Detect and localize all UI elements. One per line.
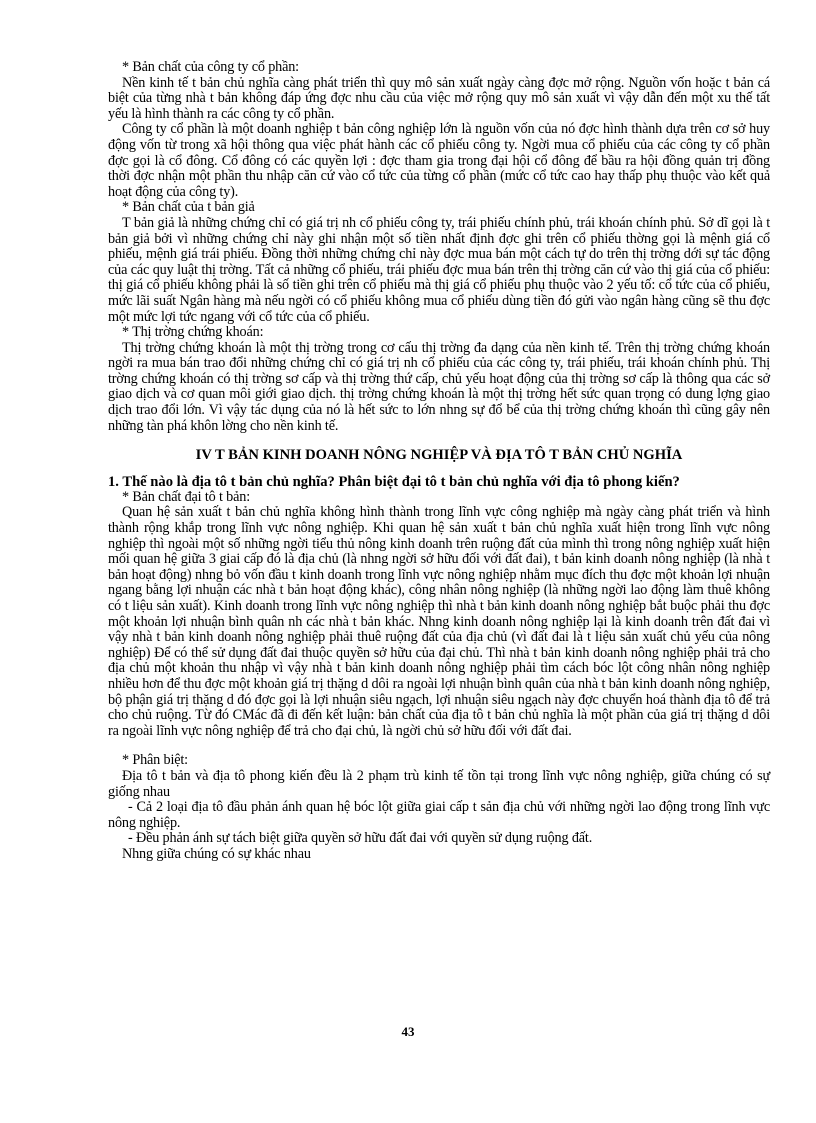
- list-paragraph: - Cả 2 loại địa tô đầu phản ánh quan hệ bóc lột giữa giai cấp t sản địa chủ với những ngời lao động trong lĩnh vực nông nghiệp.: [108, 799, 770, 831]
- paragraph: Nhng giữa chúng có sự khác nhau: [122, 845, 311, 862]
- section-label: * Bản chất đại tô t bản:: [122, 488, 250, 505]
- page-number: 43: [401, 1024, 415, 1039]
- paragraph: Nền kinh tế t bản chủ nghĩa càng phát triển thì quy mô sản xuất ngày càng đợc mở rộng. Nguồn vốn hoặc t bản cá biệt của từng nhà t bản không đáp ứng đợc nhu cầu của việc mở rộng quy mô sản xuất vì vậy dẫn đến một xu thế tất yếu là hình thành ra các công ty cổ phần.: [108, 74, 770, 122]
- section-heading: IV T BẢN KINH DOANH NÔNG NGHIỆP VÀ ĐỊA TÔ T BẢN CHỦ NGHĨA: [195, 447, 683, 464]
- question-heading: 1. Thế nào là địa tô t bản chủ nghĩa? Phân biệt đại tô t bản chủ nghĩa với địa tô phong kiến?: [108, 473, 680, 490]
- document-body: [108, 60, 770, 863]
- section-label: * Thị trờng chứng khoán:: [122, 324, 264, 341]
- list-paragraph: - Đều phản ánh sự tách biệt giữa quyền sở hữu đất đai với quyền sử dụng ruộng đất.: [128, 830, 593, 847]
- paragraph: Địa tô t bản và địa tô phong kiến đều là 2 phạm trù kinh tế tồn tại trong lĩnh vực nông nghiệp, giữa chúng có sự giống nhau: [108, 767, 770, 800]
- section-label: * Phân biệt:: [122, 752, 188, 769]
- spacer: [108, 739, 770, 753]
- paragraph: Công ty cổ phần là một doanh nghiệp t bản công nghiệp lớn là nguồn vốn của nó đợc hình thành dựa trên cơ sở huy động vốn từ trong xã hội thông qua việc phát hành các cổ phiếu công ty. Ngời mua cổ phiếu của các công ty cổ phần đợc gọi là cổ đông. Cổ đông có các quyền lợi : đợc tham gia trong đại hội cổ đông để bầu ra hội đồng quản trị đồng thời đợc nhận một phần thu nhập căn cứ vào cổ tức của từng cổ phần (mức cổ tức cao hay thấp phụ thuộc vào kết quả hoạt động của công ty).: [108, 121, 770, 200]
- paragraph: Thị trờng chứng khoán là một thị trờng trong cơ cấu thị trờng đa dạng của nền kinh tế. Trên thị trờng chứng khoán ngời ra mua bán trao đổi những chứng chỉ có giá trị nh cổ phiếu của các công ty, trái phiếu, trái khoán chính phủ. Thị trờng chứng khoán có thị trờng sơ cấp và thị trờng thứ cấp, chủ yếu hoạt động của thị trờng sơ cấp là thông qua các sở giao dịch và cơ quan môi giới giao dịch. thị trờng chứng khoán là một thị trờng hết sức quan trọng có dung lợng giao dịch trao đổi lớn. Vì vậy tác dụng của nó là hết sức to lớn nhng sự đổ bể của thị trờng chứng khoán thì cũng gây nên những tàn phá khôn lờng cho nền kinh tế.: [108, 339, 770, 434]
- paragraph: Quan hệ sản xuất t bản chủ nghĩa không hình thành trong lĩnh vực công nghiệp mà ngày càng phát triển và hình thành rộng khắp trong lĩnh vực nông nghiệp. Khi quan hệ sản xuất t bản chủ nghĩa xuất hiện trong lĩnh vực nông nghiệp thì ngoài một số những ngời tiểu thủ nông kinh doanh trên ruộng đất của mình thì trong nông nghiệp xuất hiện mối quan hệ giữa 3 giai cấp đó là địa chủ (là nhng ngời sở hữu đối với đất đai), t bản kinh doanh nông nghiệp (là nhà t bản hoạt động) nhng bỏ vốn đầu t kinh doanh trong lĩnh vực nông nghiệp nhằm mục đích thu đợc một khoản lợi nhuận ngang bằng lợi nhuận các nhà t bản hoạt động khác), công nhân nông nghiệp (là những ngời lao động làm thuê không có t liệu sản xuất). Kinh doanh trong lĩnh vực nông nghiệp thì nhà t bản kinh doanh nông nghiệp bắt buộc phải thu đợc một khoản lợi nhuận bình quân nh các nhà t bản khác. Nhng kinh doanh nông nghiệp lại là kinh doanh trên đất đai vì vậy nhà t bản kinh doanh nông nghiệp phải thuê ruộng đất của địa chủ (vì đất đai là t liệu sản xuất chủ yếu của nông nghiệp) Để có thể sử dụng đất đai thuộc quyền sở hữu của đại chủ. Thì nhà t bản kinh doanh nông nghiệp phải trả cho địa chủ một khoản thu nhập vì vậy nhà t bản kinh doanh nông nghiệp phải tìm cách bóc lột công nhân nông nghiệp nhiều hơn để thu đợc một khoản giá trị thặng d dôi ra ngoài lợi nhuận bình quân của nhà t bản kinh doanh nông nghiệp, bộ phận giá trị thặng d đó đợc gọi là lợi nhuận siêu ngạch, lợi nhuận siêu ngạch này đợc chuyển hoá thành địa tô để trả cho chủ ruộng. Từ đó CMác đã đi đến kết luận: bản chất của địa tô t bản chủ nghĩa là một phần của giá trị thặng d dôi ra ngoài lĩnh vực nông nghiệp để trả cho đại chủ, là ngời chủ sở hữu đối với đất đai.: [108, 504, 770, 739]
- section-label: * Bản chất của công ty cổ phần:: [122, 59, 299, 75]
- section-label: * Bản chất của t bản giả: [122, 199, 255, 216]
- paragraph: T bản giả là những chứng chỉ có giá trị nh cổ phiếu công ty, trái phiếu chính phủ, trái khoán chính phủ. Sở dĩ gọi là t bản giả bởi vì những chứng chỉ này ghi nhận một số tiền nhất định đợc ghi trên cổ phiếu thờng gọi là mệnh giá cổ phiếu, mệnh giá trái phiếu. Đồng thời những chứng chỉ này đợc mua bán một cách tự do trên thị trờng dới sự tác động của các quy luật thị trờng. Tất cả những cổ phiếu, trái phiếu đợc mua bán trên thị trờng căn cứ vào thị giá của cổ phiếu: thị giá cổ phiếu không phải là số tiền ghi trên cổ phiếu mà thị giá cổ phiếu phụ thuộc vào 2 yếu tố: cổ tức của cổ phiếu, mức lãi suất Ngân hàng mà nếu ngời có cổ phiếu không mua cổ phiếu dùng tiền đó gửi vào ngân hàng cũng sẽ thu đợc một mức lợi tức ngang với cổ tức của cổ phiếu.: [108, 214, 770, 325]
